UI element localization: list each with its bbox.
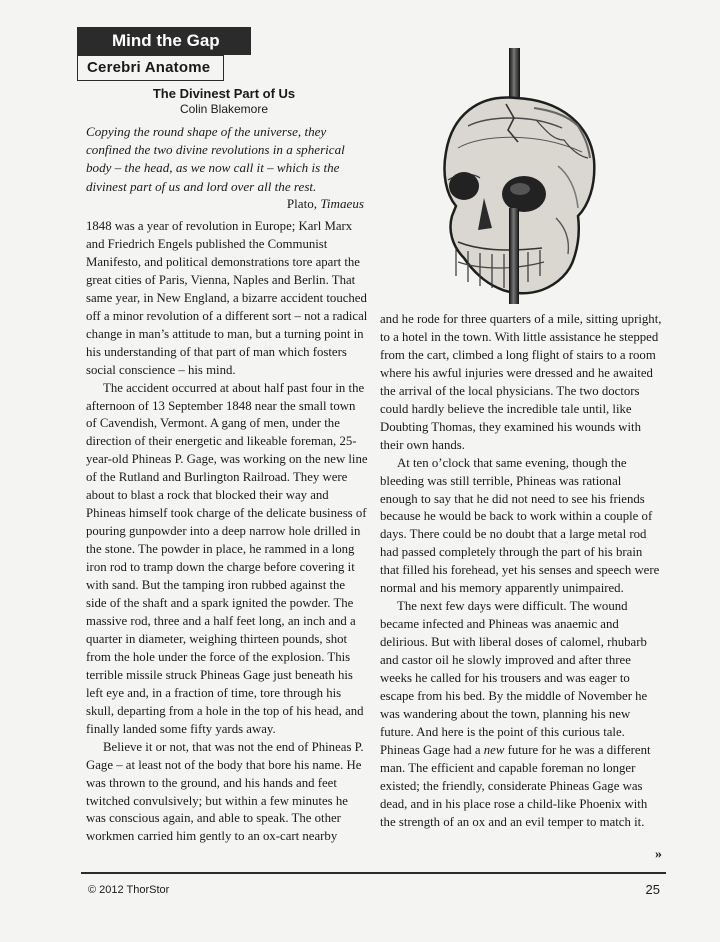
skull-with-tamping-iron-illustration [438, 48, 598, 304]
epigraph-attribution [287, 195, 364, 213]
epigraph-work: Timaeus [320, 196, 364, 211]
article-title: The Divinest Part of Us [152, 86, 296, 101]
column-brand-banner: Mind the Gap [77, 27, 251, 55]
paragraph: Believe it or not, that was not the end of Phineas P. Gage – at least not of the body that bore his name. He was thrown to the ground, and his hands and feet twitched convulsively; but within a few minutes he was conscious again, and able to speak. The other workmen carried him gently to an ox-cart nearby [86, 739, 364, 844]
page-number: 25 [645, 882, 660, 897]
paragraph: and he rode for three quarters of a mile, sitting upright, to a hotel in the town. With little assistance he stepped from the cart, climbed a long flight of stairs to a room where his awful injuries were dressed and he awaited the arrival of the local physicians. The two doctors could hardly believe the incredible tale until, like Doubting Thomas, they examined his wounds with their own hands. [380, 312, 662, 452]
copyright-notice: © 2012 ThorStor [88, 884, 170, 896]
emphasis-new: new [483, 742, 505, 757]
paragraph: At ten o’clock that same evening, though the bleeding was still terrible, Phineas was rational enough to say that he did not need to see his friends because he would be back to work within a couple of days. There could be no doubt that a large metal rod had passed completely through the part of his brain that filled his forehead, yet his senses and speech were normal and his memory apparently unimpaired. [380, 455, 660, 596]
paragraph [380, 598, 662, 831]
paragraph-text: The next few days were difficult. The wound became infected and Phineas was anaemic and delirious. But with liberal doses of calomel, rhubarb and castor oil he slowly improved and after three weeks he called for his trousers and was eager to escape from his bed. By the middle of November he was wandering about the town, planning his new future. And here is the point of this curious tale. Phineas Gage had a [380, 599, 648, 757]
continue-marker: » [655, 847, 662, 862]
article-column-right [380, 311, 662, 832]
epigraph-quote: Copying the round shape of the universe, they confined the two divine revolutions in a spherical body – the head, as we now call it – which is the divinest part of us and lord over all the rest. [86, 124, 345, 194]
epigraph-author: Plato, [286, 196, 321, 211]
section-label: Cerebri Anatome [77, 55, 224, 81]
paragraph: 1848 was a year of revolution in Europe; Karl Marx and Friedrich Engels published the Communist Manifesto, and political demonstrations tore apart the great cities of Paris, Vienna, Naples and Berlin. That same year, in New England, a bizarre accident touched off a minor revolution of a different sort – not a radical change in man’s attitude to man, but a turning point in his understanding of that part of man which fosters social conscience – his mind. [86, 219, 368, 377]
article-author: Colin Blakemore [179, 102, 269, 116]
paragraph: The accident occurred at about half past four in the afternoon of 13 September 1848 near the small town of Cavendish, Vermont. A gang of men, under the direction of their energetic and likeable foreman, 25-year-old Phineas P. Gage, was working on the new line of the Rutland and Burlington Railroad. They were about to blast a rock that blocked their way and Phineas himself took charge of the delicate business of pouring gunpowder into a deep narrow hole drilled in the stone. The powder in place, he rammed in a long iron rod to tramp down the charge before covering it with sand. But the tamping iron rubbed against the side of the shaft and a spark ignited the powder. The massive rod, three and a half feet long, an inch and a quarter in diameter, weighing thirteen pounds, shot from the hole under the force of the explosion. This terrible missile struck Phineas Gage just beneath his left eye and, in a fraction of time, tore through his skull, departing from a hole in the top of his head, and finally landed some fifty yards away. [86, 380, 368, 736]
article-column-left [86, 218, 368, 846]
paragraph-text: future for he was a different man. The efficient and capable foreman no longer existed; the friendly, considerate Phineas Gage was dead, and in his place rose a child-like Phoenix with the strength of an ox and an evil temper to match it. [380, 742, 651, 829]
footer-divider [81, 872, 666, 874]
